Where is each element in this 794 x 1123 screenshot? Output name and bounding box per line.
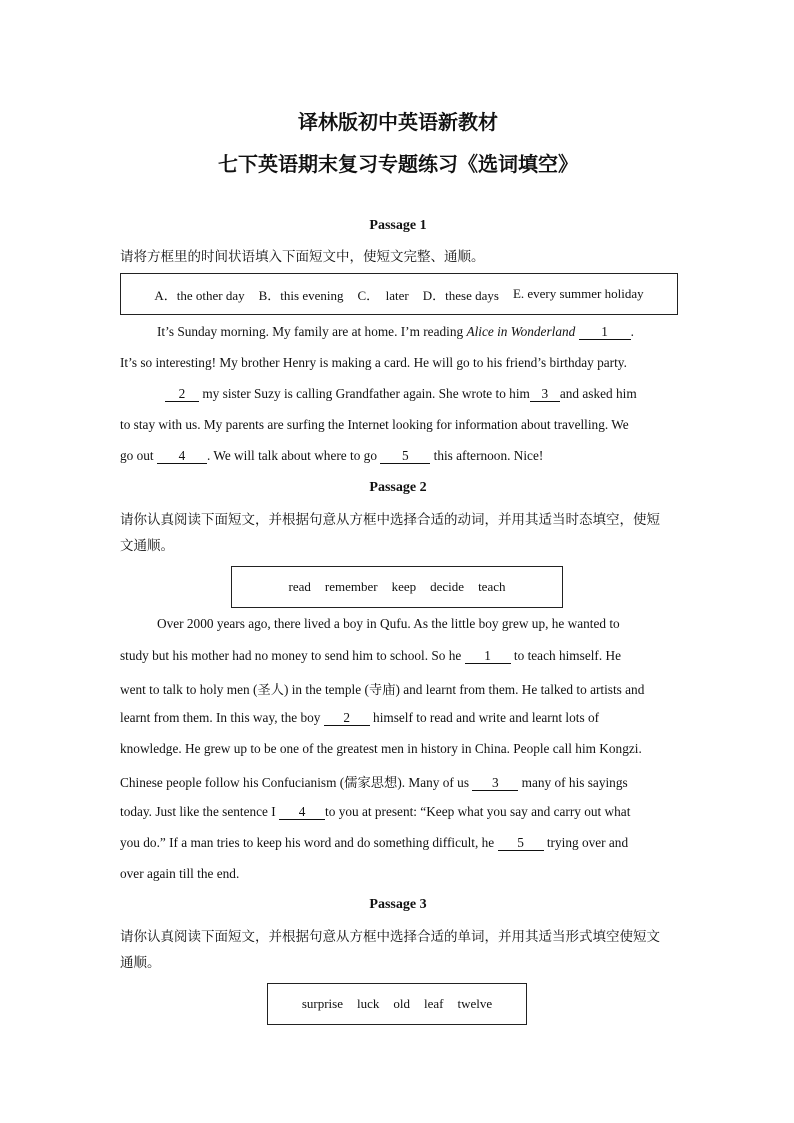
- option-c: C． later: [357, 287, 409, 303]
- answer-blank[interactable]: 1: [579, 325, 631, 340]
- passage2-line-7: today. Just like the sentence I 4 to you at present: “Keep what you say and carry out what: [120, 804, 631, 819]
- answer-blank[interactable]: 3: [472, 776, 518, 791]
- document-subtitle: 七下英语期末复习专题练习《选词填空》: [218, 152, 578, 176]
- option-e: E. every summer holiday: [512, 286, 644, 301]
- passage1-heading: Passage 1: [369, 218, 427, 233]
- passage3-option-box: [267, 983, 527, 1025]
- passage2-line-5: knowledge. He grew up to be one of the greatest men in history in China. People call him Kongzi.: [120, 741, 642, 756]
- option-word: teach: [478, 579, 506, 594]
- option-a: A．the other day: [154, 287, 245, 303]
- passage1-line-2: It’s so interesting! My brother Henry is making a card. He will go to his friend’s birthday party.: [120, 355, 627, 370]
- answer-blank[interactable]: 1: [465, 649, 511, 664]
- document-title: 译林版初中英语新教材: [298, 110, 498, 134]
- answer-blank[interactable]: 3: [530, 387, 560, 402]
- option-word: read: [288, 579, 311, 594]
- answer-blank[interactable]: 2: [165, 387, 199, 402]
- answer-blank[interactable]: 5: [380, 449, 430, 464]
- option-word: surprise: [301, 996, 343, 1011]
- option-word: old: [393, 996, 411, 1011]
- passage2-line-8: you do.” If a man tries to keep his word and do something difficult, he 5 trying over and: [120, 835, 629, 850]
- option-word: twelve: [457, 996, 493, 1011]
- answer-blank[interactable]: 4: [279, 805, 325, 820]
- passage2-line-2: study but his mother had no money to send him to school. So he 1 to teach himself. He: [120, 648, 621, 663]
- answer-blank[interactable]: 4: [157, 449, 207, 464]
- passage1-line-1: It’s Sunday morning. My family are at home. I’m reading Alice in Wonderland 1 .: [157, 324, 634, 339]
- passage1-line-5: go out 4 . We will talk about where to go 5 this afternoon. Nice!: [120, 448, 544, 463]
- passage1-line-4: to stay with us. My parents are surfing the Internet looking for information about travelling. We: [120, 417, 629, 432]
- passage1-instruction: 请将方框里的时间状语填入下面短文中，使短文完整、通顺。: [120, 249, 485, 265]
- option-b: B．this evening: [258, 287, 344, 303]
- option-word: decide: [430, 579, 465, 594]
- passage1-option-box: [120, 273, 678, 315]
- option-word: remember: [324, 579, 378, 594]
- answer-blank[interactable]: 2: [324, 711, 370, 726]
- answer-blank[interactable]: 5: [498, 836, 544, 851]
- passage2-line-6: Chinese people follow his Confucianism (儒家思想). Many of us 3 many of his sayings: [120, 775, 628, 790]
- option-d: D．these days: [422, 287, 499, 303]
- option-word: keep: [391, 579, 417, 594]
- passage2-line-4: learnt from them. In this way, the boy 2 himself to read and write and learnt lots of: [120, 710, 600, 725]
- passage2-line-9: over again till the end.: [120, 866, 240, 881]
- option-word: luck: [357, 996, 380, 1011]
- passage1-line-3: 2 my sister Suzy is calling Grandfather again. She wrote to him 3 and asked him: [165, 386, 676, 402]
- passage3-heading: Passage 3: [369, 897, 427, 912]
- passage2-heading: Passage 2: [369, 480, 427, 495]
- passage2-line-3: went to talk to holy men (圣人) in the temple (寺庙) and learnt from them. He talked to artists and: [120, 682, 645, 697]
- passage2-instruction: 请你认真阅读下面短文，并根据句意从方框中选择合适的动词，并用其适当时态填空，使短 文通顺。: [120, 512, 660, 554]
- option-word: leaf: [424, 996, 444, 1011]
- passage3-instruction: 请你认真阅读下面短文，并根据句意从方框中选择合适的单词，并用其适当形式填空使短文 通顺。: [120, 929, 660, 971]
- passage2-option-box: [231, 566, 563, 608]
- passage2-line-1: Over 2000 years ago, there lived a boy in Qufu. As the little boy grew up, he wanted to: [157, 616, 620, 631]
